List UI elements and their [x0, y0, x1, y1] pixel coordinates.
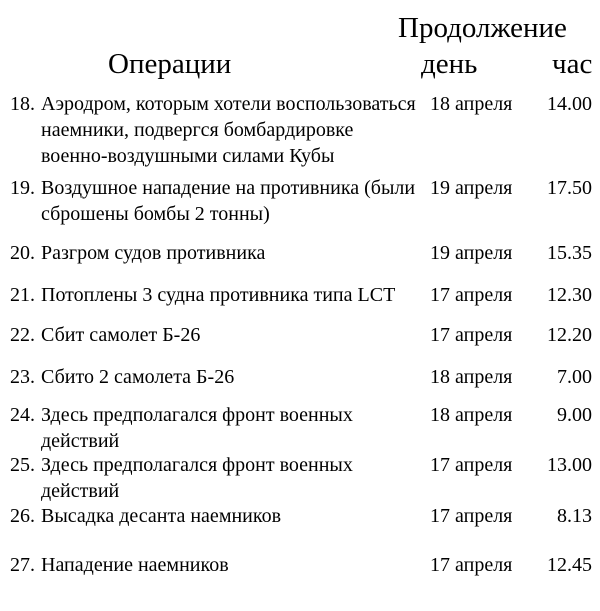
column-header-hour: час: [552, 48, 593, 80]
description-line: Потоплены 3 судна противника типа LCT: [41, 284, 396, 306]
row-number: 21.: [10, 284, 35, 306]
description-line: наемники, подвергся бомбардировке: [41, 119, 354, 141]
column-header-operations: Операции: [108, 48, 232, 80]
row-time: 12.20: [547, 324, 592, 346]
row-number: 24.: [10, 404, 35, 426]
row-day: 18 апреля: [430, 93, 513, 115]
row-day: 19 апреля: [430, 177, 513, 199]
row-description: [41, 402, 427, 454]
row-time: 12.30: [547, 284, 592, 306]
description-line: Аэродром, которым хотели воспользоваться: [41, 93, 416, 115]
row-day: 18 апреля: [430, 404, 513, 426]
row-description: [41, 322, 427, 348]
row-day: 19 апреля: [430, 242, 513, 264]
description-line: Нападение наемников: [41, 554, 229, 576]
row-day: 18 апреля: [430, 366, 513, 388]
description-line: военно-воздушными силами Кубы: [41, 145, 335, 167]
row-time: 15.35: [547, 242, 592, 264]
row-time: 17.50: [547, 177, 592, 199]
row-time: 12.45: [547, 554, 592, 576]
row-number: 22.: [10, 324, 35, 346]
row-description: [41, 91, 427, 169]
row-number: 23.: [10, 366, 35, 388]
row-day: 17 апреля: [430, 324, 513, 346]
row-description: [41, 552, 427, 578]
row-description: [41, 175, 427, 227]
row-day: 17 апреля: [430, 284, 513, 306]
row-number: 18.: [10, 93, 35, 115]
row-time: 14.00: [547, 93, 592, 115]
description-line: Разгром судов противника: [41, 242, 266, 264]
row-description: [41, 282, 427, 308]
row-day: 17 апреля: [430, 505, 513, 527]
description-line: Здесь предполагался фронт военных действий: [41, 404, 353, 452]
description-line: сброшены бомбы 2 тонны): [41, 203, 270, 225]
row-description: [41, 364, 427, 390]
column-header-day: день: [421, 48, 478, 80]
row-number: 25.: [10, 454, 35, 476]
column-header-continuation: Продолжение: [398, 12, 567, 44]
row-number: 20.: [10, 242, 35, 264]
row-day: 17 апреля: [430, 454, 513, 476]
description-line: Сбито 2 самолета Б-26: [41, 366, 235, 388]
description-line: Сбит самолет Б-26: [41, 324, 201, 346]
row-day: 17 апреля: [430, 554, 513, 576]
row-description: [41, 452, 427, 504]
row-number: 19.: [10, 177, 35, 199]
row-number: 27.: [10, 554, 35, 576]
description-line: Высадка десанта наемников: [41, 505, 282, 527]
row-time: 7.00: [557, 366, 592, 388]
row-description: [41, 503, 427, 529]
description-line: Воздушное нападение на противника (были: [41, 177, 416, 199]
row-time: 13.00: [547, 454, 592, 476]
description-line: Здесь предполагался фронт военных действий: [41, 454, 353, 502]
row-number: 26.: [10, 505, 35, 527]
row-time: 9.00: [557, 404, 592, 426]
row-time: 8.13: [557, 505, 592, 527]
row-description: [41, 240, 427, 266]
